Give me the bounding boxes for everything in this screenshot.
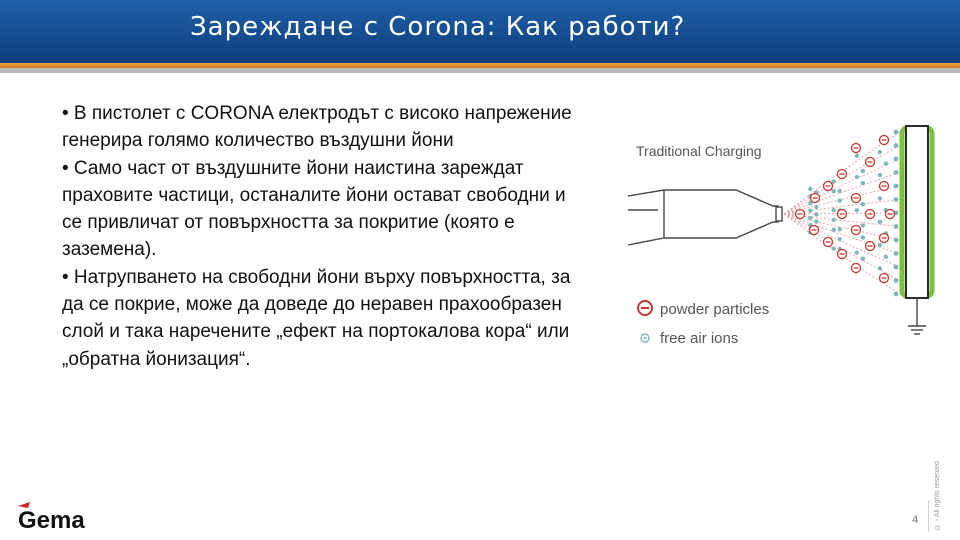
free-ion-icon bbox=[878, 220, 882, 224]
logo-text: Gema bbox=[18, 507, 85, 532]
diagram-title: Traditional Charging bbox=[636, 143, 762, 159]
free-ion-icon bbox=[861, 169, 865, 173]
free-ion-icon bbox=[894, 143, 899, 148]
free-ion-icon bbox=[894, 184, 899, 189]
slide-body bbox=[62, 100, 582, 373]
free-ion-icon bbox=[894, 224, 899, 229]
legend-ions-label: free air ions bbox=[660, 330, 739, 347]
legend-free-ion-icon bbox=[641, 334, 649, 342]
free-ion-icon bbox=[884, 255, 888, 259]
powder-particle-icon bbox=[880, 274, 889, 283]
accent-stripe-gray bbox=[0, 68, 960, 73]
page-number: 4 bbox=[912, 514, 919, 526]
legend bbox=[638, 301, 769, 347]
free-ion-icon bbox=[861, 202, 865, 206]
powder-particle-icon bbox=[852, 144, 861, 153]
free-ion-icon bbox=[837, 189, 841, 193]
free-ion-icon bbox=[894, 238, 899, 243]
free-ion-icon bbox=[831, 218, 835, 222]
spray-line bbox=[784, 214, 900, 281]
free-ion-icon bbox=[855, 208, 859, 212]
free-ion-icon bbox=[831, 208, 835, 212]
powder-particle-icon bbox=[880, 136, 889, 145]
free-ion-icon bbox=[878, 150, 882, 154]
powder-particle-icon bbox=[866, 158, 875, 167]
powder-particle-icon bbox=[810, 226, 819, 235]
powder-particle-icon bbox=[852, 194, 861, 203]
free-ion-icon bbox=[894, 130, 899, 135]
free-ion-icon bbox=[814, 205, 818, 209]
free-ion-icon bbox=[894, 292, 899, 297]
legend-powder-particle-icon bbox=[638, 301, 652, 315]
free-ion-icon bbox=[837, 227, 841, 231]
free-ion-icon bbox=[831, 189, 835, 193]
spray-gun-icon bbox=[628, 190, 782, 245]
free-ion-icon bbox=[861, 235, 865, 239]
powder-particle-icon bbox=[838, 170, 847, 179]
powder-particle-icon bbox=[852, 264, 861, 273]
free-ion-icon bbox=[878, 173, 882, 177]
powder-particle-icon bbox=[796, 210, 805, 219]
free-ion-icon bbox=[831, 228, 835, 232]
title-bar bbox=[0, 0, 960, 63]
free-ion-icon bbox=[878, 243, 882, 247]
powder-particle-icon bbox=[852, 226, 861, 235]
bullet-1: • В пистолет с CORONA електродът с високо напрежение генерира голямо количество въздушни йони bbox=[62, 103, 572, 152]
free-ion-icon bbox=[894, 170, 899, 175]
free-ion-icon bbox=[878, 266, 882, 270]
free-ion-icon bbox=[861, 257, 865, 261]
free-ion-icon bbox=[831, 246, 835, 250]
powder-particle-icon bbox=[838, 250, 847, 259]
spray-line bbox=[784, 146, 900, 215]
free-ion-icon bbox=[808, 187, 812, 191]
powder-particle-icon bbox=[886, 210, 895, 219]
legend-powder-label: powder particles bbox=[660, 301, 770, 318]
free-ion-icon bbox=[894, 251, 899, 256]
slide-title: Зареждане с Corona: Как работи? bbox=[190, 12, 686, 42]
free-ion-icon bbox=[837, 199, 841, 203]
free-ion-icon bbox=[808, 216, 812, 220]
powder-particle-icon bbox=[866, 242, 875, 251]
powder-particle-icon bbox=[880, 234, 889, 243]
bullet-2: • Само част от въздушните йони наистина зареждат праховите частици, останалите йони остават свободни и се привличат от повърхността за покритие (която е заземена). bbox=[62, 157, 566, 261]
free-ion-icon bbox=[861, 223, 865, 227]
gema-logo bbox=[16, 500, 116, 532]
powder-particle-icon bbox=[880, 182, 889, 191]
free-ion-icon bbox=[894, 278, 899, 283]
free-ion-icon bbox=[855, 250, 859, 254]
free-ion-icon bbox=[894, 265, 899, 270]
free-ion-icon bbox=[884, 161, 888, 165]
free-ion-icon bbox=[814, 212, 818, 216]
free-ion-icon bbox=[861, 181, 865, 185]
grounded-plate-icon bbox=[902, 126, 932, 334]
free-ion-icon bbox=[808, 209, 812, 213]
free-ion-icon bbox=[837, 237, 841, 241]
free-ion-icon bbox=[878, 196, 882, 200]
traditional-charging-diagram bbox=[628, 118, 948, 358]
free-ion-icon bbox=[855, 154, 859, 158]
free-ion-icon bbox=[855, 175, 859, 179]
powder-particle-icon bbox=[838, 210, 847, 219]
free-ion-icon bbox=[814, 219, 818, 223]
powder-particle-icon bbox=[824, 182, 833, 191]
copyright-notice: © - All rights reserved bbox=[934, 461, 941, 530]
free-ion-icon bbox=[894, 197, 899, 202]
powder-particle-icon bbox=[866, 210, 875, 219]
powder-particle-icon bbox=[824, 238, 833, 247]
powder-particle-icon bbox=[811, 194, 820, 203]
footer-divider bbox=[928, 500, 929, 532]
bullet-3: • Натрупването на свободни йони върху повърхността, за да се покрие, може да доведе до неравен прахообразен слой и така наречените „ефект на портокалова кора“ или „обратна йонизация“. bbox=[62, 266, 571, 370]
free-ion-icon bbox=[894, 157, 899, 162]
